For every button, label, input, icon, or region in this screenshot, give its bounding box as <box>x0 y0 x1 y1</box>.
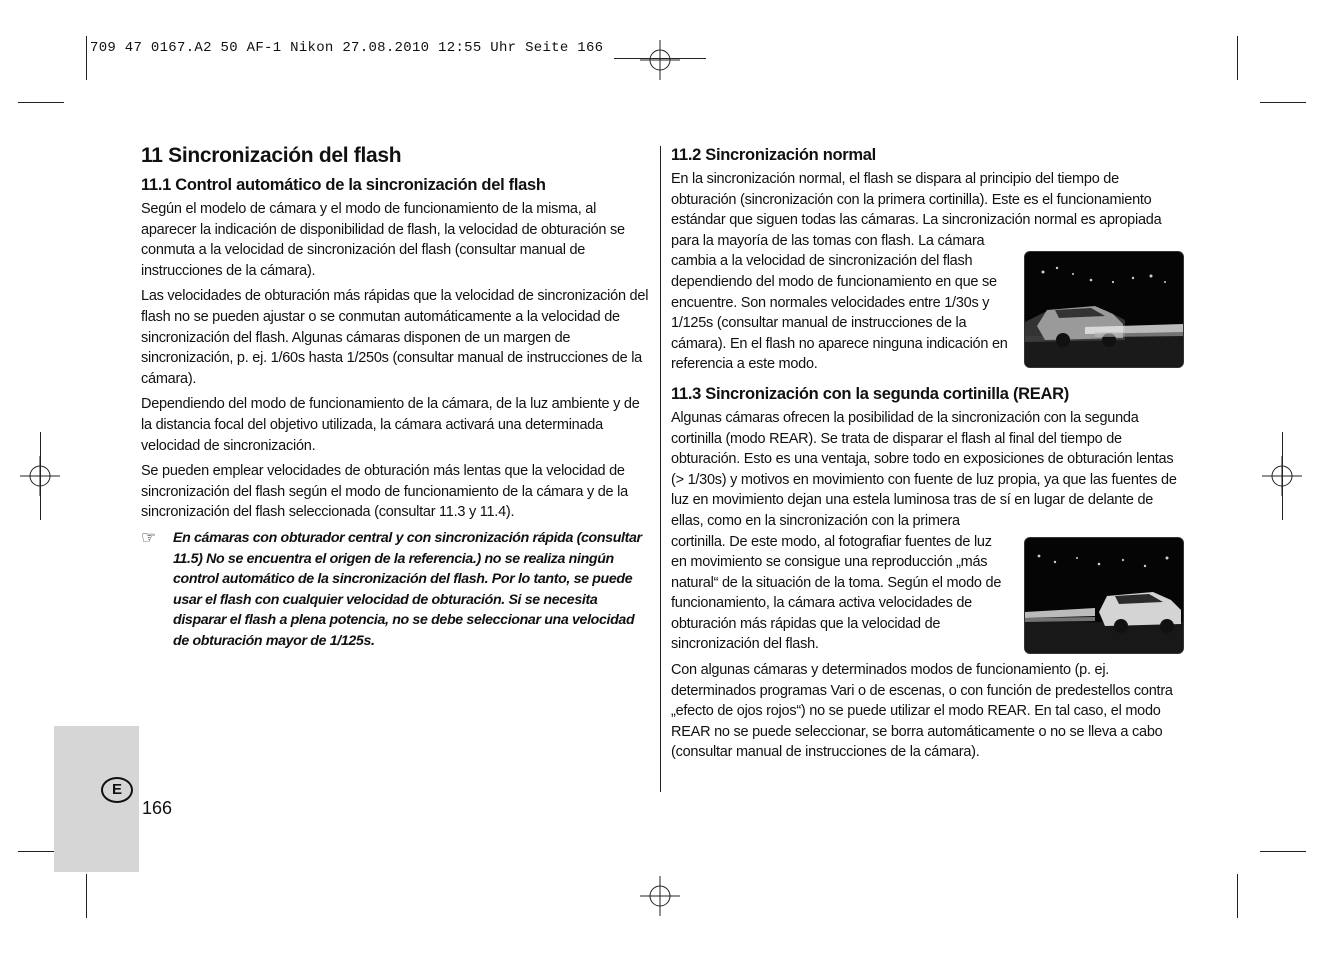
photo-normal-sync <box>1024 251 1184 368</box>
paragraph: Dependiendo del modo de funcionamiento de la cámara, de la luz ambiente y de la distancia focal del objetivo utilizada, la cámara activará una determinada velocidad de sincronización. <box>141 396 640 454</box>
paragraph: Algunas cámaras ofrecen la posibilidad de la sincronización con la segunda cortinilla (modo REAR). Se trata de disparar el flash al final del tiempo de obturación. Esto es una ventaja, sobre todo en exposiciones de obturación lentas (> 1/30s) y motivos en movimiento con fuente de luz propia, ya que las fuentes de luz en movimiento dejan una estela luminosa tras de sí en lugar de delante de <box>671 409 1177 509</box>
section-title: 11 Sincronización del flash <box>141 144 402 167</box>
note-block <box>141 528 653 657</box>
paragraph-wrapped: para la mayoría de las tomas con flash. La cámara cambia a la velocidad de sincronización del flash dependiendo del modo de funcionamiento en que se encuentre. Son normales velocidades entre 1/30s y 1/125s (consultar manual de instrucciones de la cámara). En el flash no aparece ninguna indicación en referencia a este modo. <box>671 232 1008 373</box>
paragraph: En la sincronización normal, el flash se dispara al principio del tiempo de obturación (sincronización con la primera cortinilla). Este es el funcionamiento estándar que siguen todas las cámaras. La sincronización normal es apropiada <box>671 171 1162 229</box>
paragraph-wrapped: ellas, como en la sincronización con la primera cortinilla. De este modo, al fotografiar fuentes de luz en movimiento se consigue una reproducción „más natural“ de la situación de la toma. Según el modo de funcionamiento, la cámara activa velocidades de obturación más rápidas que la velocidad de sincronización del flash. <box>671 512 1002 653</box>
heading-11-2: 11.2 Sincronización normal <box>671 146 876 164</box>
heading-11-3: 11.3 Sincronización con la segunda cortinilla (REAR) <box>671 384 1069 403</box>
paragraph: Con algunas cámaras y determinados modos de funcionamiento (p. ej. determinados programas Vari o de escenas, o con función de predestellos contra „efecto de ojos rojos“) no se puede utilizar el modo REAR. En tal caso, el modo REAR no se puede seleccionar, se borra automáticamente o no se lleva a cabo (consultar manual de instrucciones de la cámara). <box>671 662 1173 761</box>
registration-mark-right-stem <box>1282 432 1283 520</box>
registration-mark-bottom <box>640 876 680 916</box>
photo-rear-sync <box>1024 537 1184 654</box>
right-column <box>671 146 1183 768</box>
paragraph: Las velocidades de obturación más rápidas que la velocidad de sincronización del flash no se pueden ajustar o se conmutan automáticamente a la velocidad de sincronización del flash. Algunas cámaras disponen de un margen de sincronización, p. ej. 1/60s hasta 1/250s (consultar manual de instrucciones de la cámara). <box>141 288 649 387</box>
pointing-hand-icon: ☞ <box>141 527 157 547</box>
left-column <box>141 144 653 656</box>
note-text: En cámaras con obturador central y con sincronización rápida (consultar 11.5) No se encuentra el origen de la referencia.) no se realiza ningún control automático de la sincronización del flash. Por lo tanto, se puede usar el flash con cualquier velocidad de obturación. Si se necesita disparar el flash a plena potencia, no se debe seleccionar una velocidad de obturación mayor de 1/125s. <box>173 529 642 649</box>
registration-mark-left-stem <box>40 432 41 520</box>
paragraph: Se pueden emplear velocidades de obturación más lentas que la velocidad de sincronización del flash según el modo de funcionamiento de la cámara y de la sincronización del flash seleccionada (consultar 11.3 y 11.4). <box>141 463 628 521</box>
paragraph: Según el modelo de cámara y el modo de funcionamiento de la misma, al aparecer la indicación de disponibilidad de flash, la velocidad de obturación se conmuta a la velocidad de sincronización del flash (consultar manual de instrucciones de la cámara). <box>141 201 625 279</box>
page-number: 166 <box>142 798 173 818</box>
language-badge: E <box>101 777 133 803</box>
heading-11-1: 11.1 Control automático de la sincronización del flash <box>141 176 546 194</box>
column-divider <box>660 146 661 792</box>
print-slug: 709 47 0167.A2 50 AF-1 Nikon 27.08.2010 12:55 Uhr Seite 166 <box>90 40 604 56</box>
registration-mark-top <box>640 40 680 80</box>
